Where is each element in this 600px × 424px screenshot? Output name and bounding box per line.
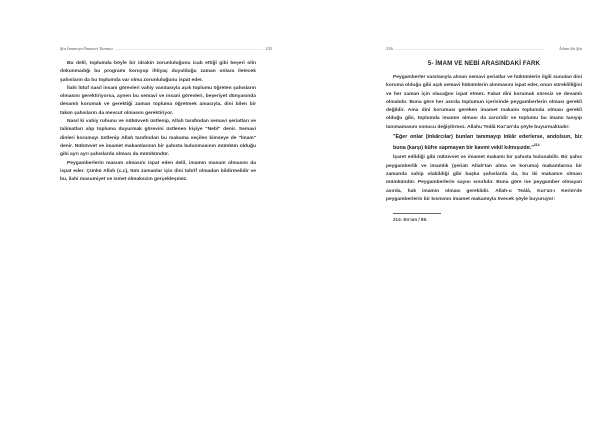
right-running-title: İslam'da Şia <box>559 46 582 51</box>
footnote-divider <box>393 213 441 214</box>
left-paragraph-3: Nasıl ki vahiy ruhunu ve nübüvveti üstlenip, Allah tarafından semavi şeriatları ve talimatları alıp topluma duyurmak görevini üstlenen kişiye "Nebî" denir. Semavi dinleri korumayı üstlenip Allah tarafından bu makama seçilen kimseye de "İmam" denir. Nübüvvet ve imamet makamlarının bir şahısta bulunmasının mümkün olduğu gibi ayrı ayrı şahıslarda olması da mümkündür. <box>60 119 256 158</box>
left-paragraph-4: Peygamberlerin masum olmasını ispat eden delil, imamın masum olmasını da ispat eder. Çünkü Allah (c.c), tüm zamanlar için dini tahrif olmadan bildirmelidir ve bu, ilahi masumiyet ve ismet olmaksızın gerçekleşmez. <box>60 160 256 183</box>
right-paragraph-2: İşaret edildiği gibi nübüvvet ve imamet makamı bir şahısta bulunabilir. Bir şahıs peygamberlik ve imamlık (şeriatı Allah'tan alma ve koruma) makamlarına bir zamanda sahip olabildiği gibi başka şahıslarda da, bu iki makamın olması mümkündür. Peygamberlerin sayısı sınırlıdır. Buna göre ise peygamber olmayan asırda, hak imamın olması gereklidir. Allah-u Teâlâ, Kur'an-ı Kerim'de peygamberlerin bir kısmının imamet makamıyla övecek şöyle buyuruyor: <box>386 155 582 202</box>
right-page-body <box>386 60 582 222</box>
left-running-title: Şia İmamiye/İmamet Tanıma <box>60 46 113 51</box>
left-paragraph-2: İlahi lütuf nasıl insani görevleri vahiy vasıtasıyla açık toplumu öğreten şahısların olmasını gerektiriyorsa, aynen bu semavi ve insani görevleri, beşeriyet dünyasında devamlı korumak ve gerektiği zaman topluma öğretmek amacıyla, dini bilen bir takım şahısların da mevcut olmasını gerektiriyor. <box>60 85 256 116</box>
left-page-body <box>60 60 256 184</box>
right-page-header <box>386 46 582 51</box>
footnote-marker: 214 <box>533 143 540 148</box>
right-page <box>386 0 586 424</box>
left-page-header <box>60 46 273 51</box>
left-header-leader: ................................................................................................ <box>114 46 264 51</box>
right-header-leader: ................................................................................................ <box>394 46 544 51</box>
left-page-number: 235 <box>265 46 273 51</box>
left-page <box>60 0 273 424</box>
quran-quote <box>386 133 582 152</box>
left-paragraph-1: Bu delil, toplumda böyle bir idrakin zorunluluğunu icab ettiği gibi beşeri olin dokunmadığı bu programı koruyup ihtiyaç duyulduğu zaman onlara iletecek şahısların da bu toplumda var olma zorunluluğunu ispat eder. <box>60 61 256 83</box>
section-title: 5- İMAM VE NEBİ ARASINDAKİ FARK <box>427 60 541 67</box>
right-page-number: 236 <box>386 46 393 51</box>
right-paragraph-1: Peygamberler vasıtasıyla alınan semavi şeriatlar ve hükümlerin ilgili sunulan dini koruma olduğu gibi açık semavi hükümlerin alınmasını ispat eder, onun süreklilliğini ve her zaman için olacağını ispat etmez. Fakat dini korumak süresiz ve devamlı olmalıdır. Buna göre her asırda toplumun içerisinde peygamberlerin olması gerekli değildir. Ama dini koruması gereken imamet makamı toplumda olması gerekli olduğu gibi, toplumda imamın olması da zaruridir ve toplumu bu imamı tanıyıp tanımamasını sonucu değiştirmez. Allahu Teâlâ Kur'an'da şöyle buyurmaktadır: <box>386 75 582 130</box>
quote-text: "Eğer onlar (inkârcılar) bunları tanımayıp inkâr ederlerse, andolsun, biz buna (karşı) küfre sapmayan bir kavmi vekil kılmışızdır." <box>393 134 582 152</box>
footnote: 214- En'am / 89. <box>393 217 428 223</box>
